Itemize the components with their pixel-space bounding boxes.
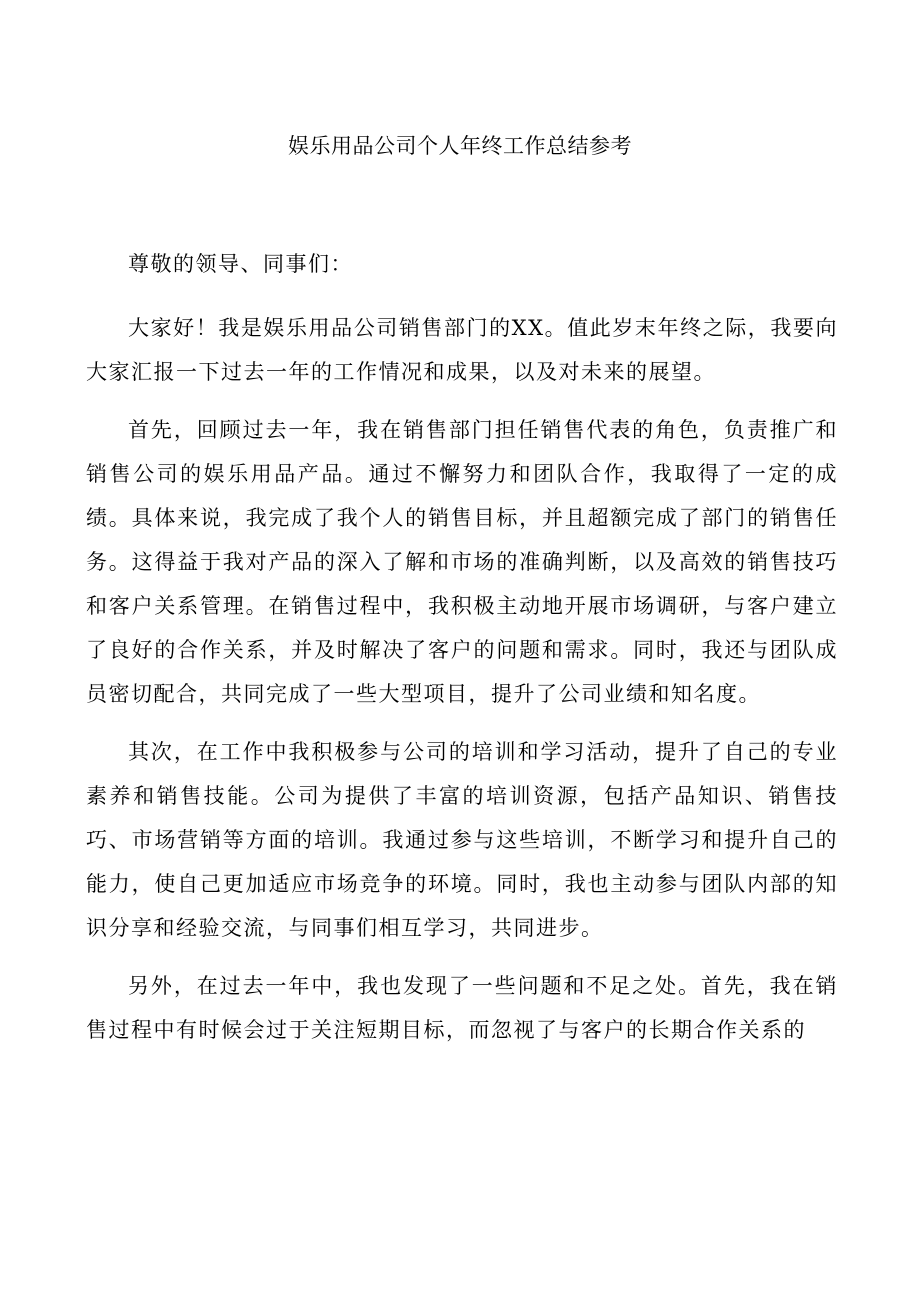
training-paragraph: 其次，在工作中我积极参与公司的培训和学习活动，提升了自己的专业素养和销售技能。公司为提供了丰富的培训资源，包括产品知识、销售技巧、市场营销等方面的培训。我通过参与这些培训，不断学习和提升自己的能力，使自己更加适应市场竞争的环境。同时，我也主动参与团队内部的知识分享和经验交流，与同事们相互学习，共同进步。 [86,740,838,940]
issues-paragraph: 另外，在过去一年中，我也发现了一些问题和不足之处。首先，我在销售过程中有时候会过于关注短期目标，而忽视了与客户的长期合作关系的 [86,974,838,1042]
document-body [86,242,838,1066]
document-title: 娱乐用品公司个人年终工作总结参考 [288,134,632,158]
salutation-paragraph: 尊敬的领导、同事们： [128,252,353,276]
review-paragraph: 首先，回顾过去一年，我在销售部门担任销售代表的角色，负责推广和销售公司的娱乐用品产品。通过不懈努力和团队合作，我取得了一定的成绩。具体来说，我完成了我个人的销售目标，并且超额完成了部门的销售任务。这得益于我对产品的深入了解和市场的准确判断，以及高效的销售技巧和客户关系管理。在销售过程中，我积极主动地开展市场调研，与客户建立了良好的合作关系，并及时解决了客户的问题和需求。同时，我还与团队成员密切配合，共同完成了一些大型项目，提升了公司业绩和知名度。 [86,418,838,706]
greeting-paragraph: 大家好！我是娱乐用品公司销售部门的XX。值此岁末年终之际，我要向大家汇报一下过去一年的工作情况和成果，以及对未来的展望。 [86,316,838,384]
